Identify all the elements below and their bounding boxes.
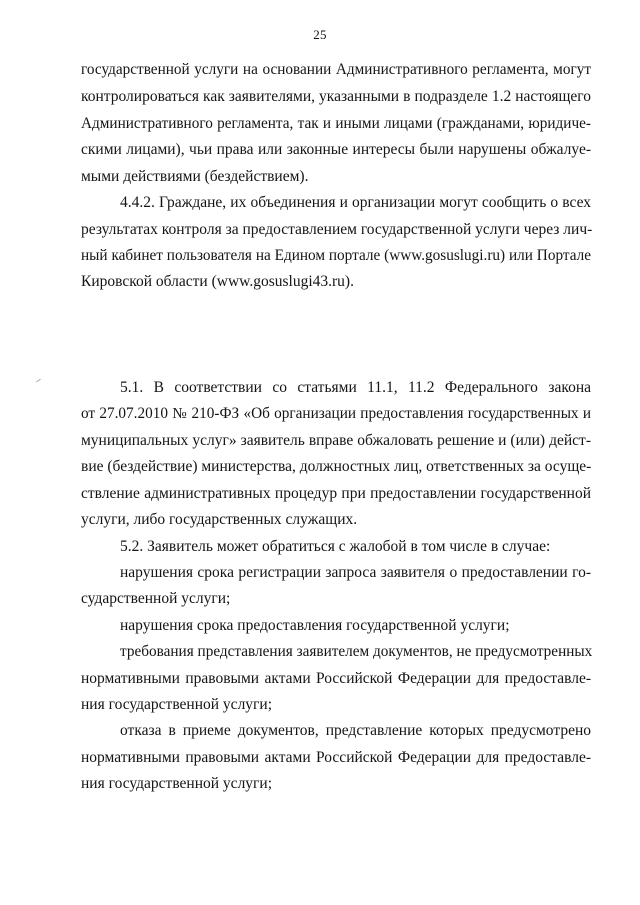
text-line: ствление административных процедур при предоставлении государственной xyxy=(81,485,591,502)
section-heading-line xyxy=(140,327,591,347)
text-line: мыми действиями (бездействием). xyxy=(81,168,309,185)
page-number: 25 xyxy=(313,27,327,42)
text-line: требования представления заявителем документов, не предусмотренных xyxy=(120,643,593,660)
text-line: услуги, либо государственных служащих. xyxy=(81,511,358,528)
text-line: 5.1. В соответствии со статьями 11.1, 11.2 Федерального закона xyxy=(120,379,591,396)
text-line: ный кабинет пользователя на Едином портале (www.gosuslugi.ru) или Портале xyxy=(81,247,591,264)
text-line: от 27.07.2010 № 210-ФЗ «Об организации предоставления государственных и xyxy=(81,405,591,422)
text-line: нарушения срока предоставления государственной услуги; xyxy=(120,617,510,634)
text-line: вие (бездействие) министерства, должностных лиц, ответственных за осуще- xyxy=(81,458,592,475)
text-line: муниципальных услуг» заявитель вправе обжаловать решение и (или) дейст- xyxy=(81,432,591,449)
text-line: 4.4.2. Граждане, их объединения и организации могут сообщить о всех xyxy=(120,194,591,211)
section-heading-line xyxy=(118,306,591,326)
scan-mark xyxy=(36,379,41,383)
text-line: сударственной услуги; xyxy=(81,590,231,607)
text-line: ния государственной услуги; xyxy=(81,775,273,792)
text-line: скими лицами), чьи права или законные интересы были нарушены обжалуе- xyxy=(81,141,591,158)
text-line: контролироваться как заявителями, указанными в подразделе 1.2 настоящего xyxy=(81,88,591,105)
text-line: нарушения срока регистрации запроса заявителя о предоставлении го- xyxy=(120,564,591,581)
text-line: ния государственной услуги; xyxy=(81,696,273,713)
text-line: 5.2. Заявитель может обратиться с жалобой в том числе в случае: xyxy=(120,538,551,555)
text-line: нормативными правовыми актами Российской Федерации для предоставле- xyxy=(81,670,591,687)
text-line: отказа в приеме документов, представление которых предусмотрено xyxy=(120,722,591,739)
text-line: государственной услуги на основании Административного регламента, могут xyxy=(81,61,591,78)
text-line: Административного регламента, так и иными лицами (гражданами, юридиче- xyxy=(81,115,591,132)
text-line: нормативными правовыми актами Российской Федерации для предоставле- xyxy=(81,749,591,766)
section-heading-line xyxy=(118,348,591,368)
text-line: результатах контроля за предоставлением государственной услуги через лич- xyxy=(81,221,593,238)
text-line: Кировской области (www.gosuslugi43.ru). xyxy=(81,273,354,290)
